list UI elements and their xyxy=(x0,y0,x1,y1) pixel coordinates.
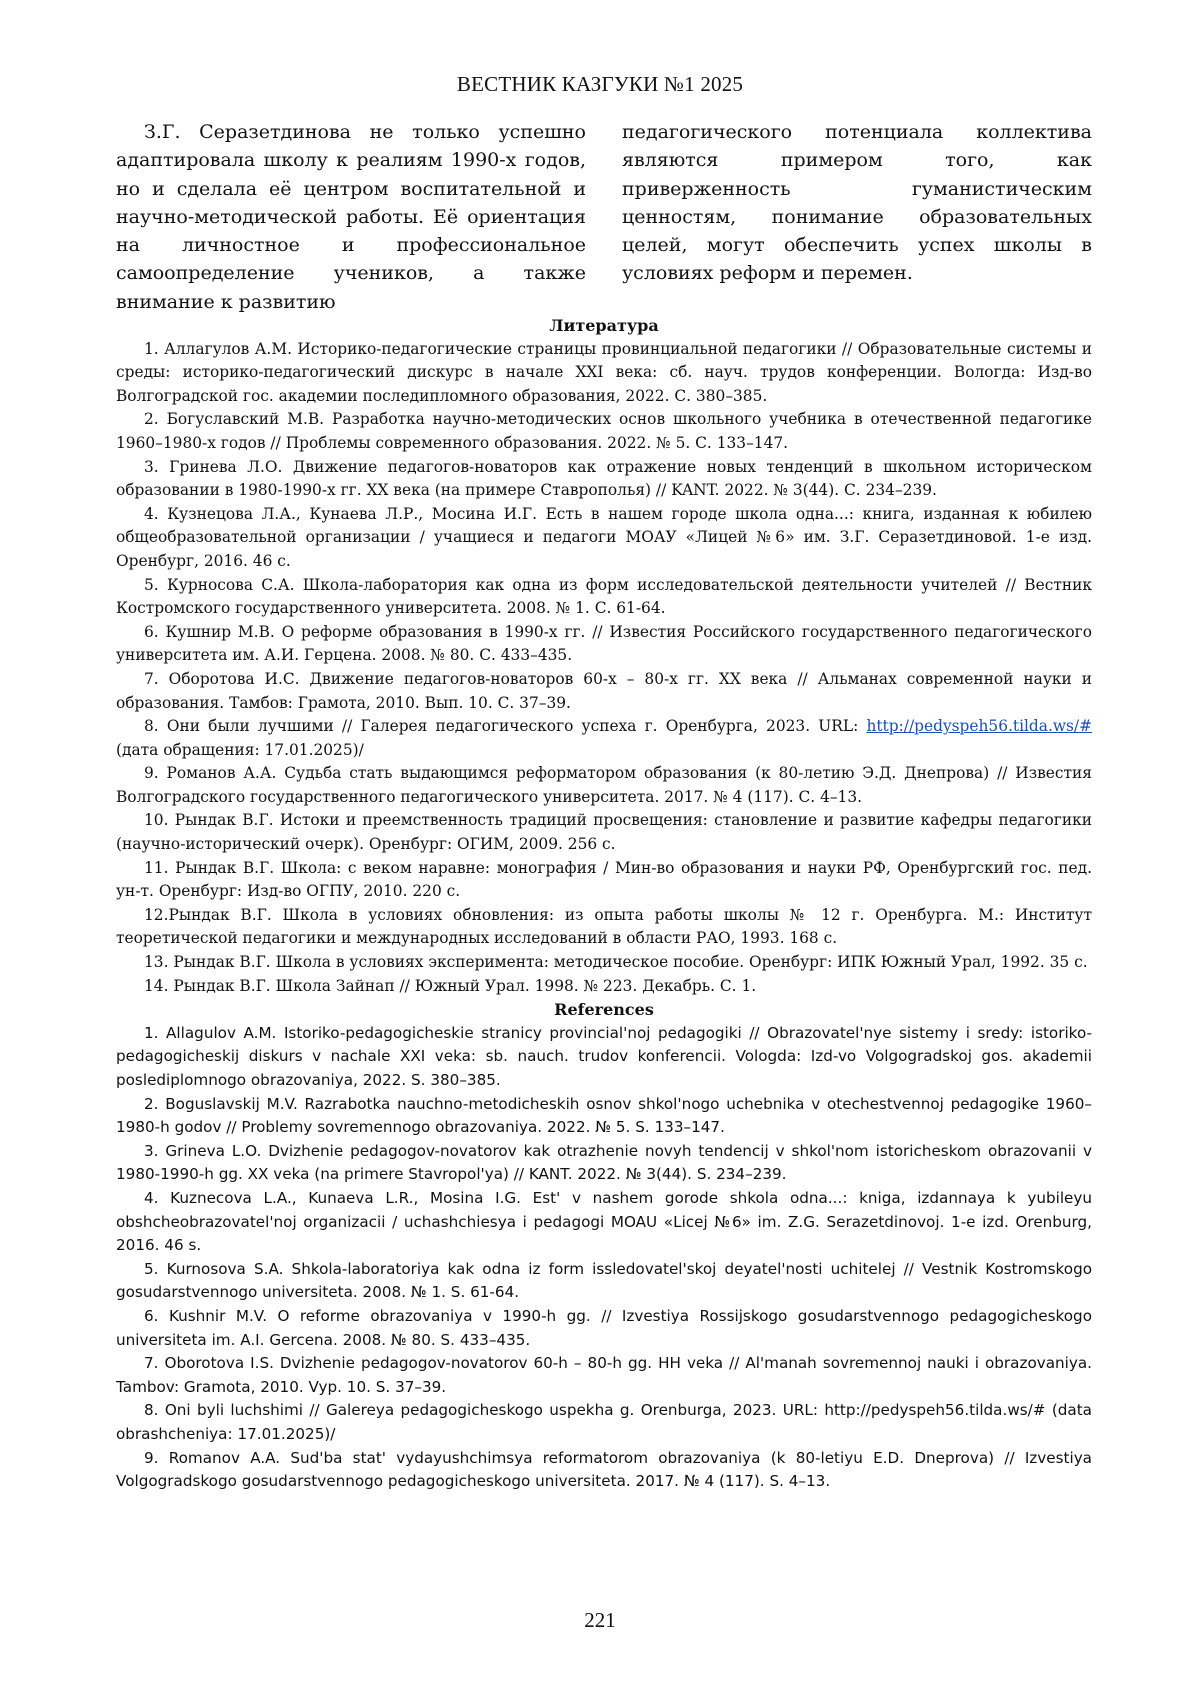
literature-item-8-suffix: (дата обращения: 17.01.2025)/ xyxy=(116,740,364,759)
page-number: 221 xyxy=(584,1608,616,1632)
right-column-text: педагогического потенциала коллектива являются примером того, как приверженность гуманистическим ценностям, понимание образовательных целей, могут обеспечить успех школы в условиях реформ и перемен. xyxy=(622,121,1092,285)
journal-header: ВЕСТНИК КАЗГУКИ №1 2025 xyxy=(456,72,744,96)
literature-item: 13. Рындак В.Г. Школа в условиях эксперимента: методическое пособие. Оренбург: ИПК Южный Урал, 1992. 35 с. xyxy=(144,953,1088,972)
literature-item: 5. Курносова С.А. Школа-лаборатория как одна из форм исследовательской деятельности учителей // Вестник Костромского государственного университета. 2008. № 1. С. 61-64. xyxy=(116,575,1092,618)
literature-item-8-prefix: 8. Они были лучшими // Галерея педагогического успеха г. Оренбурга, 2023. URL: xyxy=(144,717,867,736)
reference-item: 8. Oni byli luchshimi // Galereya pedagogicheskogo uspekha g. Orenburga, 2023. URL: http://pedyspeh56.tilda.ws/# (data obrashcheniya: 17.01.2025)/ xyxy=(116,1401,1092,1443)
literature-item: 7. Оборотова И.С. Движение педагогов-новаторов 60-х – 80-х гг. XX века // Альманах современной науки и образования. Тамбов: Грамота, 2010. Вып. 10. С. 37–39. xyxy=(116,669,1092,712)
literature-item: 2. Богуславский М.В. Разработка научно-методических основ школьного учебника в отечественной педагогике 1960–1980-х годов // Проблемы современного образования. 2022. № 5. С. 133–147. xyxy=(116,410,1092,452)
reference-item: 2. Boguslavskij M.V. Razrabotka nauchno-metodicheskih osnov shkol'nogo uchebnika v otechestvennoj pedagogike 1960–1980-h godov // Problemy sovremennogo obrazovaniya. 2022. № 5. S. 133–147. xyxy=(116,1094,1092,1137)
left-column-text: З.Г. Серазетдинова не только успешно адаптировала школу к реалиям 1990-х годов, но и сделала её центром воспитательной и научно-методической работы. Её ориентация на личностное и профессиональное самоопределение учеников, а также внимание к развитию xyxy=(116,121,586,313)
right-column xyxy=(622,118,1092,316)
literature-item: 4. Кузнецова Л.А., Кунаева Л.Р., Мосина И.Г. Есть в нашем городе школа одна...: книга, изданная к юбилею общеобразовательной организации / учащиеся и педагоги МОАУ «Лицей №6» им. З.Г. Серазетдиновой. 1-е изд. Оренбург, 2016. 46 с. xyxy=(116,504,1092,570)
reference-item: 1. Allagulov A.M. Istoriko-pedagogicheskie stranicy provincial'noj pedagogiki // Obrazovatel'nye sistemy i sredy: istoriko-pedagogicheskij diskurs v nachale XXI veka: sb. nauch. trudov konferencii. Vologda: Izd-vo Volgogradskoj gos. akademii poslediplomnogo obrazovaniya, 2022. S. 380–385. xyxy=(116,1023,1092,1089)
source-url-link[interactable]: http://pedyspeh56.tilda.ws/# xyxy=(866,717,1092,736)
literature-item-8 xyxy=(116,715,1092,762)
literature-item: 9. Романов А.А. Судьба стать выдающимся реформатором образования (к 80-летию Э.Д. Днепрова) // Известия Волгоградского государственного педагогического университета. 2017. № 4 (117). С. 4–13. xyxy=(116,764,1092,806)
reference-item: 7. Oborotova I.S. Dvizhenie pedagogov-novatorov 60-h – 80-h gg. HH veka // Al'manah sovremennoj nauki i obrazovaniya. Tambov: Gramota, 2010. Vyp. 10. S. 37–39. xyxy=(116,1354,1092,1396)
literature-title: Литература xyxy=(549,316,659,335)
body-columns xyxy=(116,118,1092,316)
bibliography xyxy=(116,314,1092,1494)
literature-item: 10. Рындак В.Г. Истоки и преемственность традиций просвещения: становление и развитие кафедры педагогики (научно-исторический очерк). Оренбург: ОГИМ, 2009. 256 с. xyxy=(116,811,1092,854)
literature-item: 11. Рындак В.Г. Школа: с веком наравне: монография / Мин-во образования и науки РФ, Оренбургский гос. пед. ун-т. Оренбург: Изд-во ОГПУ, 2010. 220 с. xyxy=(116,858,1092,901)
references-title: References xyxy=(554,1000,654,1020)
literature-item: 3. Гринева Л.О. Движение педагогов-новаторов как отражение новых тенденций в школьном историческом образовании в 1980-1990-х гг. XX века (на примере Ставрополья) // KANT. 2022. № 3(44). С. 234–239. xyxy=(116,457,1092,500)
literature-item: 6. Кушнир М.В. О реформе образования в 1990-х гг. // Известия Российского государственного педагогического университета им. А.И. Герцена. 2008. № 80. С. 433–435. xyxy=(116,622,1092,665)
left-column xyxy=(116,118,586,316)
reference-item: 9. Romanov A.A. Sud'ba stat' vydayushchimsya reformatorom obrazovaniya (k 80-letiyu E.D. Dneprova) // Izvestiya Volgogradskogo gosudarstvennogo pedagogicheskogo universiteta. 2017. № 4 (117). S. 4–13. xyxy=(116,1448,1092,1491)
literature-item: 14. Рындак В.Г. Школа Зайнап // Южный Урал. 1998. № 223. Декабрь. С. 1. xyxy=(144,976,757,995)
literature-item: 1. Аллагулов А.М. Историко-педагогические страницы провинциальной педагогики // Образовательные системы и среды: историко-педагогический дискурс в начале XXI века: сб. науч. трудов конференции. Вологда: Изд-во Волгоградской гос. академии последипломного образования, 2022. С. 380–385. xyxy=(116,339,1092,405)
reference-item: 4. Kuznecova L.A., Kunaeva L.R., Mosina I.G. Est' v nashem gorode shkola odna...: kniga, izdannaya k yubileyu obshcheobrazovatel'noj organizacii / uchashchiesya i pedagogi MOAU «Licej №6» im. Z.G. Serazetdinovoj. 1-e izd. Orenburg, 2016. 46 s. xyxy=(116,1188,1092,1255)
literature-item: 12.Рындак В.Г. Школа в условиях обновления: из опыта работы школы № 12 г. Оренбурга. М.: Институт теоретической педагогики и международных исследований в области РАО, 1993. 168 с. xyxy=(116,905,1092,948)
reference-item: 6. Kushnir M.V. O reforme obrazovaniya v 1990-h gg. // Izvestiya Rossijskogo gosudarstvennogo pedagogicheskogo universiteta im. A.I. Gercena. 2008. № 80. S. 433–435. xyxy=(116,1306,1092,1349)
reference-item: 3. Grineva L.O. Dvizhenie pedagogov-novatorov kak otrazhenie novyh tendencij v shkol'nom istoricheskom obrazovanii v 1980-1990-h gg. XX veka (na primere Stavropol'ya) // KANT. 2022. № 3(44). S. 234–239. xyxy=(116,1141,1092,1184)
reference-item: 5. Kurnosova S.A. Shkola-laboratoriya kak odna iz form issledovatel'skoj deyatel'nosti uchitelej // Vestnik Kostromskogo gosudarstvennogo universiteta. 2008. № 1. S. 61-64. xyxy=(116,1259,1092,1302)
